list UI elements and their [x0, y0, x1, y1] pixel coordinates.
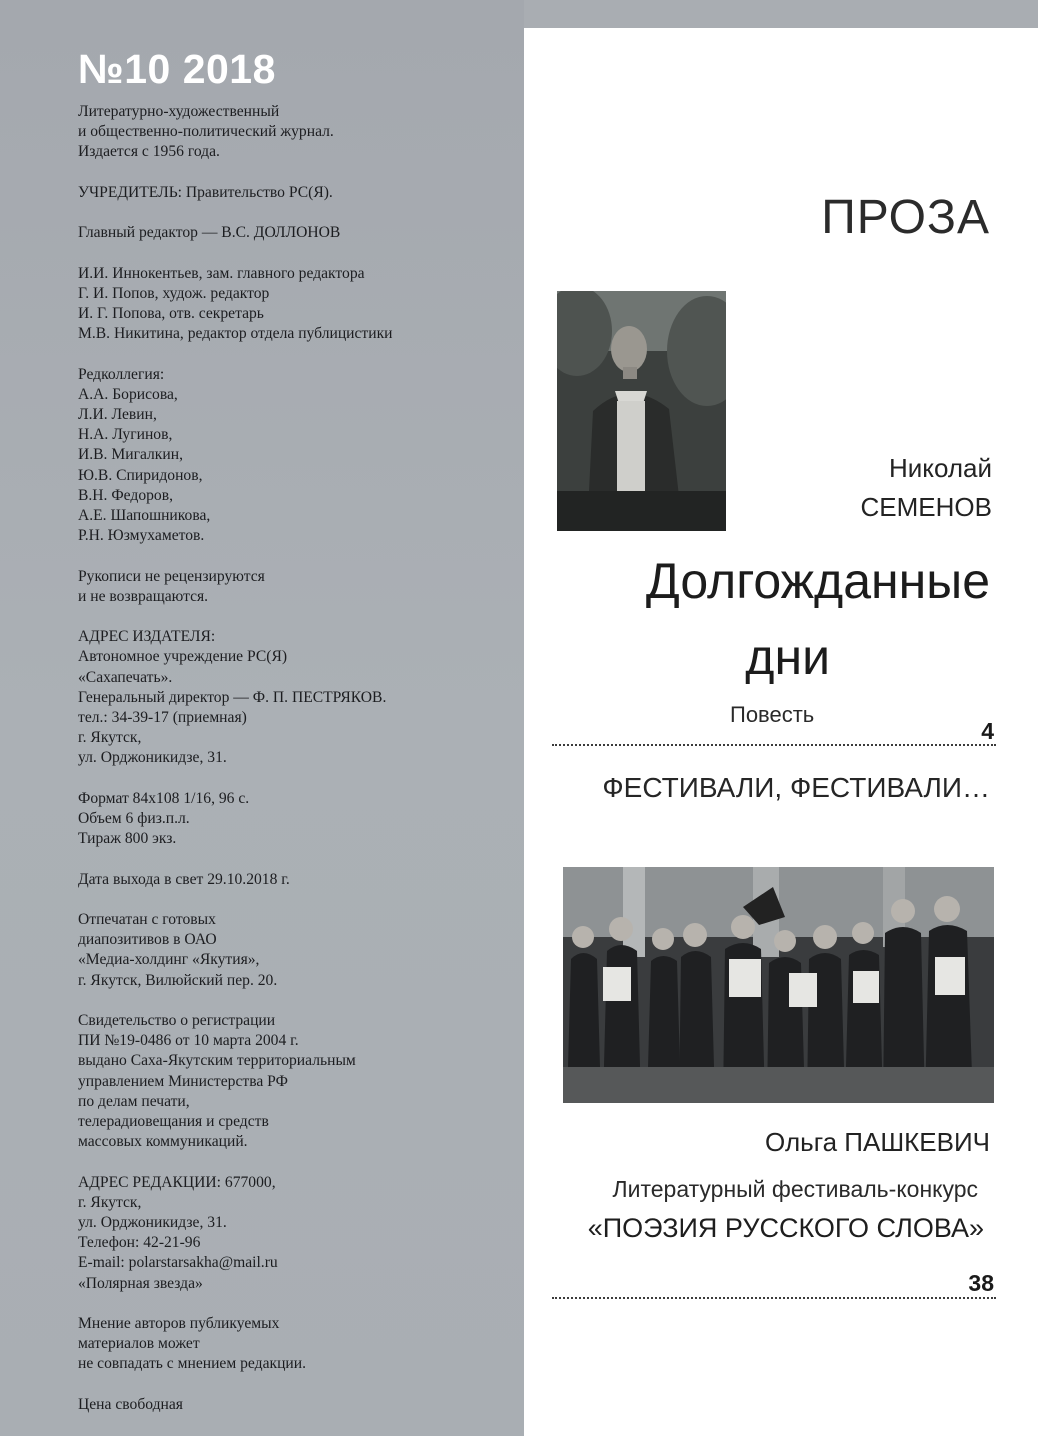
author-photo-image: [557, 291, 726, 531]
author-photo: [557, 291, 726, 531]
imprint-text: [78, 102, 518, 1435]
work2-title: «ПОЭЗИЯ РУССКОГО СЛОВА»: [587, 1213, 984, 1243]
imprint-line: Л.И. Левин,: [78, 405, 157, 423]
imprint-registration: [78, 1011, 518, 1152]
imprint-line: Литературно-художественный: [78, 103, 280, 120]
imprint-line: телерадиовещания и средств: [78, 1113, 269, 1130]
imprint-line: Н.А. Лугинов,: [78, 426, 173, 444]
work1-page-number: 4: [981, 718, 994, 744]
imprint-line: Дата выхода в свет 29.10.2018 г.: [78, 870, 290, 888]
imprint-line: массовых коммуникаций.: [78, 1133, 248, 1151]
imprint-line: ул. Орджоникидзе, 31.: [78, 1214, 227, 1231]
imprint-line: Ю.В. Спиридонов,: [78, 466, 203, 484]
issue-number: №10 2018: [78, 46, 276, 92]
imprint-line: тел.: 34-39-17 (приемная): [78, 709, 247, 726]
imprint-line: Свидетельство о регистрации: [78, 1011, 276, 1029]
imprint-editorial-board: [78, 365, 518, 547]
imprint-founder: [78, 183, 518, 203]
imprint-line: АДРЕС ИЗДАТЕЛЯ:: [78, 628, 216, 646]
festival-group-photo: [563, 867, 994, 1103]
imprint-line: И.В. Мигалкин,: [78, 446, 183, 464]
imprint-release-date: [78, 870, 518, 890]
imprint-printing: [78, 910, 518, 991]
imprint-line: и не возвращаются.: [78, 587, 209, 605]
imprint-editorial-address: [78, 1173, 518, 1294]
imprint-line: УЧРЕДИТЕЛЬ: Правительство РС(Я).: [78, 183, 333, 201]
imprint-line: не совпадать с мнением редакции.: [78, 1355, 306, 1373]
imprint-line: Телефон: 42-21-96: [78, 1234, 201, 1252]
imprint-line: Тираж 800 экз.: [78, 830, 177, 848]
festival-photo-image: [563, 867, 994, 1103]
work1-title-line2: дни: [745, 629, 830, 685]
imprint-line: Главный редактор — В.С. ДОЛЛОНОВ: [78, 224, 341, 242]
imprint-line: И. Г. Попова, отв. секретарь: [78, 304, 264, 322]
section-title-prose: ПРОЗА: [821, 191, 990, 244]
imprint-line: г. Якутск, Вилюйский пер. 20.: [78, 971, 278, 989]
leader-line-1: [552, 744, 996, 746]
imprint-line: Формат 84x108 1/16, 96 с.: [78, 789, 250, 807]
imprint-line: АДРЕС РЕДАКЦИИ: 677000,: [78, 1173, 276, 1191]
imprint-format: [78, 789, 518, 850]
imprint-line: Г. И. Попов, худож. редактор: [78, 284, 270, 302]
imprint-line: выдано Саха-Якутским территориальным: [78, 1052, 356, 1070]
imprint-line: Автономное учреждение РС(Я): [78, 648, 288, 666]
imprint-disclaimer: [78, 1314, 518, 1375]
imprint-line: E-mail: polarstarsakha@mail.ru: [78, 1254, 278, 1272]
imprint-line: А.Е. Шапошникова,: [78, 507, 211, 524]
imprint-manuscripts: [78, 567, 518, 607]
imprint-line: Цена свободная: [78, 1395, 183, 1413]
imprint-line: Рукописи не рецензируются: [78, 567, 265, 585]
imprint-line: «Сахапечать».: [78, 668, 173, 686]
imprint-line: Издается с 1956 года.: [78, 143, 220, 161]
work2-subtitle: Литературный фестиваль-конкурс: [612, 1176, 978, 1202]
imprint-description: [78, 102, 518, 163]
imprint-line: Мнение авторов публикуемых: [78, 1315, 280, 1332]
author1-last-name: СЕМЕНОВ: [860, 492, 992, 522]
work2-page-number: 38: [968, 1270, 994, 1296]
imprint-line: Редколлегия:: [78, 365, 165, 383]
imprint-chief-editor: [78, 223, 518, 243]
imprint-publisher-address: [78, 627, 518, 768]
imprint-line: и общественно-политический журнал.: [78, 123, 334, 141]
imprint-line: «Медиа-холдинг «Якутия»,: [78, 951, 260, 969]
work1-genre: Повесть: [730, 702, 815, 727]
leader-line-2: [552, 1297, 996, 1299]
imprint-line: «Полярная звезда»: [78, 1274, 203, 1292]
work1-title-line1: Долгожданные: [645, 553, 990, 609]
author2-name: Ольга ПАШКЕВИЧ: [765, 1127, 990, 1157]
imprint-line: Отпечатан с готовых: [78, 910, 216, 928]
imprint-line: ул. Орджоникидзе, 31.: [78, 749, 227, 767]
imprint-line: г. Якутск,: [78, 1193, 142, 1211]
imprint-line: ПИ №19-0486 от 10 марта 2004 г.: [78, 1032, 299, 1050]
imprint-line: диапозитивов в ОАО: [78, 931, 217, 949]
section-title-festivals: ФЕСТИВАЛИ, ФЕСТИВАЛИ…: [602, 772, 990, 803]
imprint-line: И.И. Иннокентьев, зам. главного редактора: [78, 264, 365, 282]
imprint-line: Объем 6 физ.п.л.: [78, 810, 190, 827]
author1-first-name: Николай: [888, 453, 992, 483]
imprint-line: Генеральный директор — Ф. П. ПЕСТРЯКОВ.: [78, 688, 387, 706]
imprint-price: [78, 1395, 518, 1415]
imprint-line: г. Якутск,: [78, 729, 142, 747]
imprint-line: материалов может: [78, 1335, 200, 1353]
imprint-staff: [78, 264, 518, 345]
imprint-line: М.В. Никитина, редактор отдела публицистики: [78, 325, 393, 343]
imprint-line: по делам печати,: [78, 1092, 190, 1110]
imprint-line: А.А. Борисова,: [78, 385, 178, 403]
imprint-line: В.Н. Федоров,: [78, 486, 173, 504]
imprint-line: Р.Н. Юзмухаметов.: [78, 527, 205, 545]
imprint-line: управлением Министерства РФ: [78, 1072, 288, 1090]
